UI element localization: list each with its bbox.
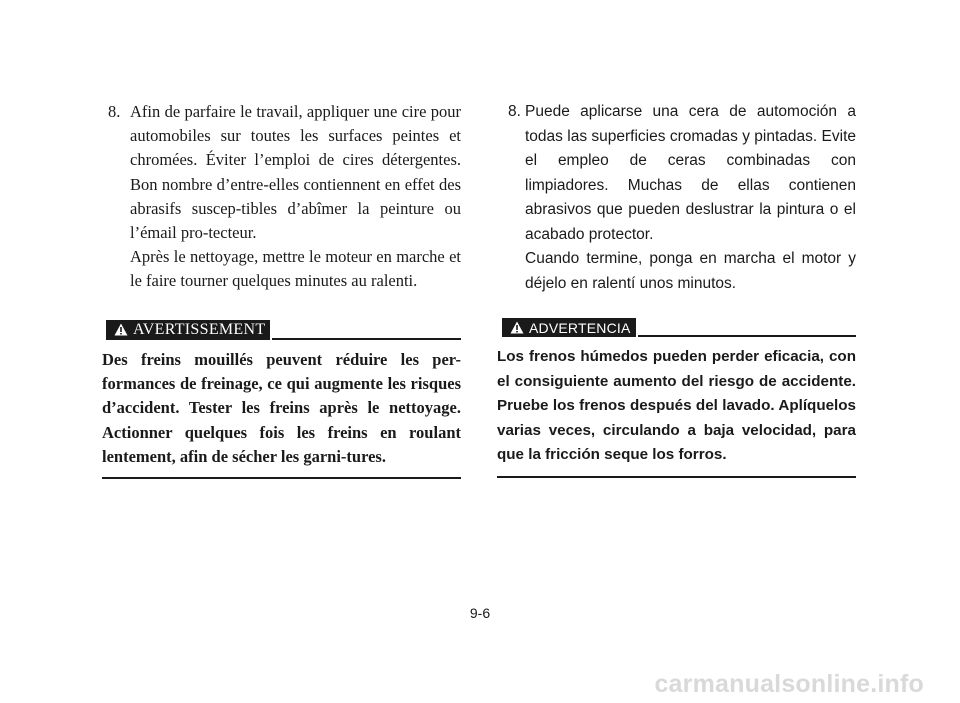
warning-end-rule [102, 477, 461, 479]
warning-rule [638, 335, 856, 337]
french-column [102, 100, 461, 479]
step-8-fr [102, 100, 461, 294]
spanish-column [497, 100, 856, 478]
warning-label: AVERTISSEMENT [133, 320, 266, 338]
step-paragraph: Afin de parfaire le travail, appliquer une cire pour automobiles sur toutes les surfaces peintes et chromées. Éviter l’emploi de cires détergentes. Bon nombre d’entre-elles contiennent en effet des abrasifs suscep-tibles d’abîmer la peinture ou l’émail pro-tecteur. [130, 102, 461, 243]
step-number: 8. [508, 103, 521, 120]
warning-end-rule [497, 476, 856, 478]
watermark: carmanualsonline.info [654, 670, 924, 698]
warning-header-es [497, 318, 856, 337]
warning-triangle-icon [114, 323, 128, 336]
step-number: 8. [108, 102, 121, 121]
step-paragraph: Puede aplicarse una cera de automoción a todas las superficies cromadas y pintadas. Evite el empleo de ceras combinadas con limpiadores. Muchas de ellas contienen abrasivos que pueden deslustrar la pintura o el acabado protector. [525, 103, 856, 243]
warning-badge [106, 320, 270, 340]
warning-header-fr [102, 320, 461, 340]
warning-badge [502, 318, 636, 337]
warning-text-es: Los frenos húmedos pueden perder eficacia, con el consiguiente aumento del riesgo de accidente. Pruebe los frenos después del lavado. Aplíquelos varias veces, circulando a baja velocidad, para que la fricción seque los forros. [497, 348, 856, 463]
warning-rule [272, 338, 461, 340]
warning-triangle-icon [510, 321, 524, 334]
step-paragraph: Après le nettoyage, mettre le moteur en marche et le faire tourner quelques minutes au ralenti. [130, 247, 461, 291]
warning-text-fr: Des freins mouillés peuvent réduire les per-formances de freinage, ce qui augmente les risques d’accident. Tester les freins après le nettoyage. Actionner quelques fois les freins en roulant lentement, afin de sécher les garni-tures. [102, 349, 461, 466]
step-8-es [497, 100, 856, 296]
page-number: 9-6 [469, 605, 491, 621]
warning-label: ADVERTENCIA [529, 319, 631, 336]
step-paragraph: Cuando termine, ponga en marcha el motor y déjelo en ralentí unos minutos. [525, 250, 856, 292]
